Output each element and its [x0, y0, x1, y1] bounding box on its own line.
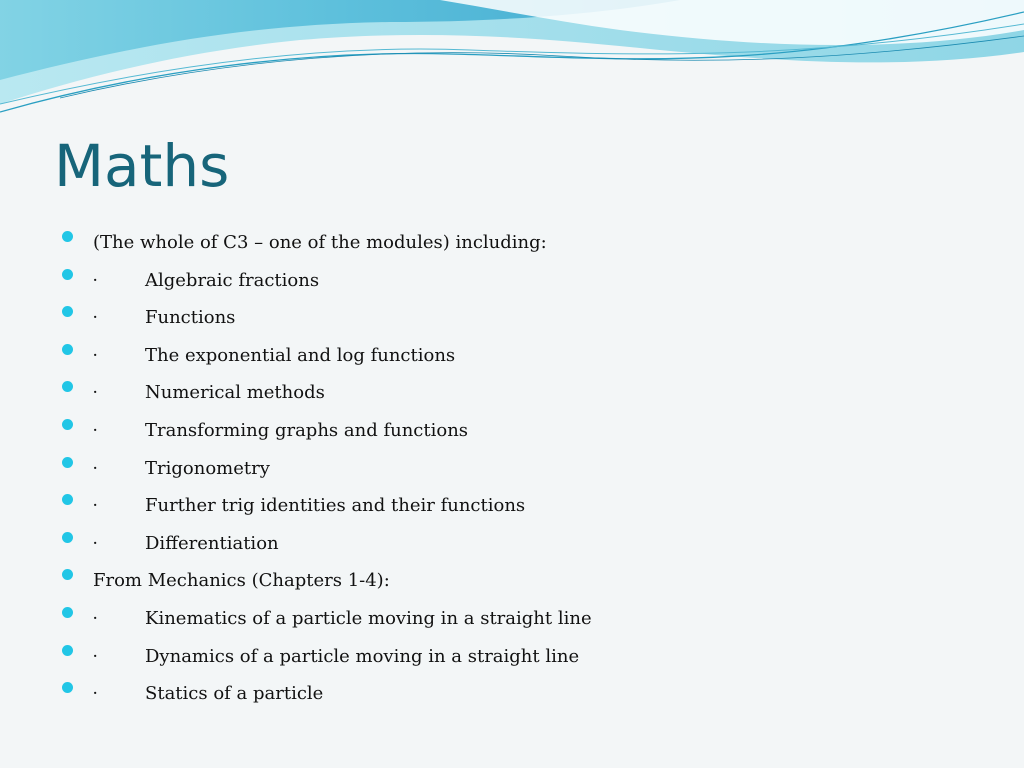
sub-marker: ·	[92, 344, 99, 366]
list-item	[62, 262, 962, 300]
bullet-icon	[62, 231, 73, 242]
sub-marker: ·	[92, 269, 99, 291]
sub-marker: ·	[92, 457, 99, 479]
list-item-text: Further trig identities and their functions	[145, 495, 526, 517]
list-item-text: Numerical methods	[145, 382, 325, 404]
sub-marker: ·	[92, 607, 99, 629]
list-item	[62, 675, 962, 713]
list-item-text: Trigonometry	[145, 457, 270, 479]
bullet-icon	[62, 494, 73, 505]
sub-marker: ·	[92, 307, 99, 329]
list-item-text: Statics of a particle	[145, 683, 324, 705]
sub-marker: ·	[92, 419, 99, 441]
list-item-text: From Mechanics (Chapters 1-4):	[93, 570, 390, 592]
bullet-list	[62, 224, 962, 713]
list-item-text: Differentiation	[145, 532, 279, 554]
bullet-icon	[62, 344, 73, 355]
sub-marker: ·	[92, 495, 99, 517]
bullet-icon	[62, 419, 73, 430]
list-item-text: Dynamics of a particle moving in a straight line	[145, 645, 580, 667]
list-item	[62, 299, 962, 337]
list-item	[62, 224, 962, 262]
list-item-text: Kinematics of a particle moving in a straight line	[145, 607, 592, 629]
list-item	[62, 487, 962, 525]
list-item-text: The exponential and log functions	[145, 344, 456, 366]
bullet-icon	[62, 532, 73, 543]
bullet-icon	[62, 381, 73, 392]
list-item	[62, 600, 962, 638]
list-item	[62, 374, 962, 412]
list-item-text: Functions	[145, 307, 236, 329]
sub-marker: ·	[92, 532, 99, 554]
list-item-text: Transforming graphs and functions	[145, 419, 469, 441]
bullet-icon	[62, 569, 73, 580]
list-item	[62, 525, 962, 563]
bullet-icon	[62, 457, 73, 468]
bullet-icon	[62, 682, 73, 693]
list-item	[62, 450, 962, 488]
bullet-icon	[62, 607, 73, 618]
list-item	[62, 638, 962, 676]
sub-marker: ·	[92, 645, 99, 667]
list-item-text: Algebraic fractions	[145, 269, 320, 291]
list-item	[62, 412, 962, 450]
list-item-text: (The whole of C3 – one of the modules) including:	[93, 232, 547, 253]
bullet-icon	[62, 269, 73, 280]
page-title: Maths	[54, 132, 230, 200]
sub-marker: ·	[92, 683, 99, 705]
sub-marker: ·	[92, 382, 99, 404]
header-wave-decoration	[0, 0, 1024, 130]
list-item	[62, 562, 962, 600]
bullet-icon	[62, 306, 73, 317]
list-item	[62, 337, 962, 375]
bullet-icon	[62, 645, 73, 656]
